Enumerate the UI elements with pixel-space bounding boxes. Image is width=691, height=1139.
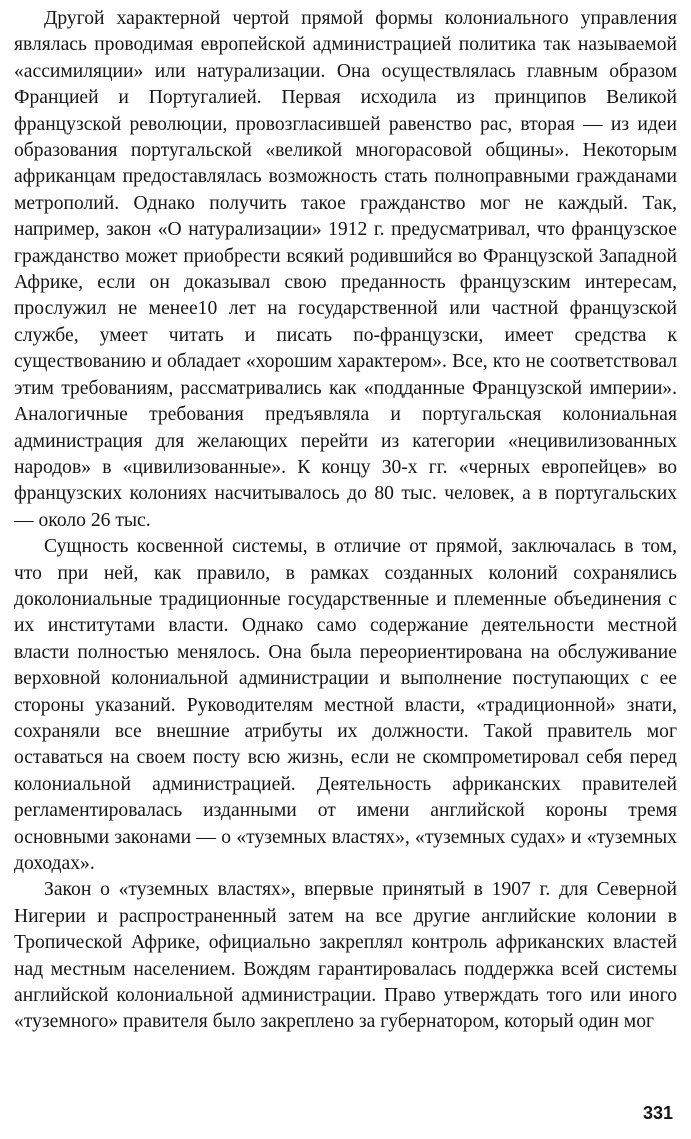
paragraph-assimilation: Другой характерной чертой прямой формы колониального управления являлась проводимая европейской администрацией политика так называемой «ассимиляции» или натурализации. Она осуществлялась главным образом Францией и Португалией. Первая исходила из принципов Великой французской революции, провозгласившей равенство рас, вторая — из идеи образования португальской «великой многорасовой общины». Некоторым африканцам предоставлялась возможность стать полноправными гражданами метрополий. Однако получить такое гражданство мог не каждый. Так, например, закон «О натурализации» 1912 г. предусматривал, что французское гражданство может приобрести всякий родившийся во Французской Западной Африке, если он доказывал свою преданность французским интересам, прослужил не менее10 лет на государственной или частной французской службе, умеет читать и писать по-французски, имеет средства к существованию и обладает «хорошим характером». Все, кто не соответствовал этим требованиям, рассматривались как «подданные Французской империи». Аналогичные требования предъявляла и португальская колониальная администрация для желающих перейти из категории «нецивилизованных народов» в «цивилизованные». К концу 30-х гг. «черных европейцев» во французских колониях насчитывалось до 80 тыс. человек, а в португальских — около 26 тыс. (14, 8, 677, 531)
book-page (14, 6, 677, 1133)
paragraph-indirect-system: Сущность косвенной системы, в отличие от прямой, заключалась в том, что при ней, как правило, в рамках созданных колоний сохранялись доколониальные традиционные государственные и племенные объединения с их институтами власти. Однако само содержание деятельности местной власти полностью менялось. Она была переориентирована на обслуживание верховной колониальной администрации и выполнение поступающих с ее стороны указаний. Руководителям местной власти, «традиционной» знати, сохраняли все внешние атрибуты их должности. Такой правитель мог оставаться на своем посту всю жизнь, если не скомпрометировал себя перед колониальной администрацией. Деятельность африканских правителей регламентировалась изданными от имени английской короны тремя основными законами — о «туземных властях», «туземных судах» и «туземных доходах». (14, 536, 677, 874)
page-number: 331 (642, 1103, 673, 1123)
paragraph-native-authorities-law: Закон о «туземных властях», впервые принятый в 1907 г. для Северной Нигерии и распространенный затем на все другие английские колонии в Тропической Африке, официально закреплял контроль африканских властей над местным населением. Вождям гарантировалась поддержка всей системы английской колониальной администрации. Право утверждать того или иного «туземного» правителя было закреплено за губернатором, который один мог (14, 879, 677, 1033)
